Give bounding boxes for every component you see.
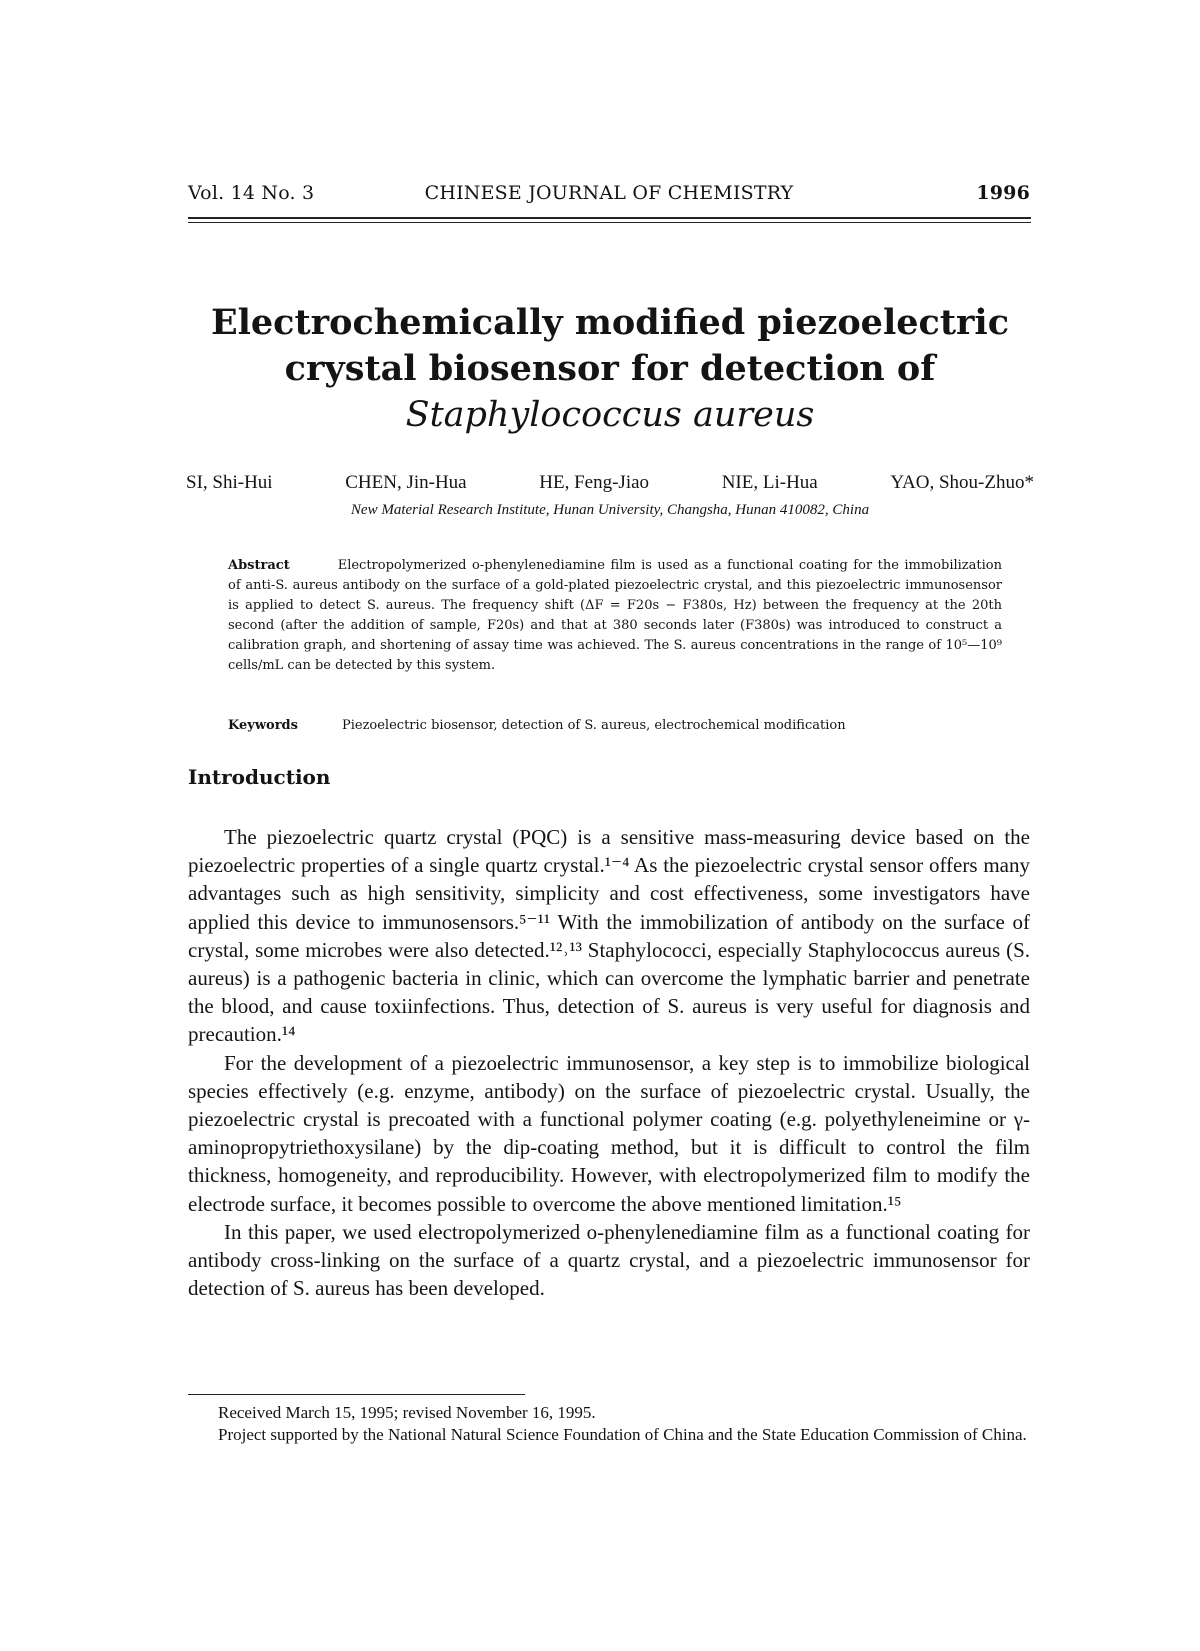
author: CHEN, Jin-Hua: [345, 472, 467, 493]
volume-issue: Vol. 14 No. 3: [188, 182, 315, 204]
section-heading: Introduction: [188, 765, 331, 789]
introduction-body: [188, 823, 1030, 1302]
footnote-received: Received March 15, 1995; revised November 16, 1995.: [218, 1403, 596, 1422]
paper-title: [160, 300, 1060, 438]
affiliation: New Material Research Institute, Hunan University, Changsha, Hunan 410082, China: [350, 502, 870, 518]
footnote-rule: [188, 1394, 525, 1395]
paragraph: For the development of a piezoelectric immunosensor, a key step is to immobilize biological species effectively (e.g. enzyme, antibody) on the surface of piezoelectric crystal. Usually, the piezoelectric crystal is precoated with a functional polymer coating (e.g. polyethyleneimine or γ-aminopropytriethoxysilane) by the dip-coating method, but it is difficult to control the film thickness, homogeneity, and reproducibility. However, with electropolymerized film to modify the electrode surface, it becomes possible to overcome the above mentioned limitation.¹⁵: [188, 1050, 1030, 1216]
paragraph: In this paper, we used electropolymerized o-phenylenediamine film as a functional coating for antibody cross-linking on the surface of a quartz crystal, and a piezoelectric immunosensor for detection of S. aureus has been developed.: [188, 1219, 1030, 1301]
author: SI, Shi-Hui: [186, 472, 273, 493]
abstract-label: Abstract: [228, 558, 290, 573]
footnote-funding: Project supported by the National Natural Science Foundation of China and the State Education Commission of China.: [218, 1425, 1027, 1444]
paragraph: The piezoelectric quartz crystal (PQC) is a sensitive mass-measuring device based on the piezoelectric properties of a single quartz crystal.¹⁻⁴ As the piezoelectric crystal sensor offers many advantages such as high sensitivity, simplicity and cost effectiveness, some investigators have applied this device to immunosensors.⁵⁻¹¹ With the immobilization of antibody on the surface of crystal, some microbes were also detected.¹²˒¹³ Staphylococci, especially Staphylococcus aureus (S. aureus) is a pathogenic bacteria in clinic, which can overcome the lymphatic barrier and penetrate the blood, and cause toxiinfections. Thus, detection of S. aureus is very useful for diagnosis and precaution.¹⁴: [188, 825, 1030, 1047]
author: NIE, Li-Hua: [721, 472, 818, 493]
footnotes: [188, 1402, 1030, 1446]
keywords: [228, 718, 1002, 733]
header-rule: [188, 217, 1031, 219]
author-list: [186, 472, 1034, 494]
journal-name: CHINESE JOURNAL OF CHEMISTRY: [424, 182, 794, 204]
author: YAO, Shou-Zhuo*: [890, 472, 1034, 493]
keywords-text: Piezoelectric biosensor, detection of S. aureus, electrochemical modification: [341, 718, 846, 733]
abstract-text: Electropolymerized o-phenylenediamine film is used as a functional coating for the immobilization of anti-S. aureus antibody on the surface of a gold-plated piezoelectric crystal, and this piezoelectric immunosensor is applied to detect S. aureus. The frequency shift (ΔF = F20s − F380s, Hz) between the frequency at the 20th second (after the addition of sample, F20s) and that at 380 seconds later (F380s) was introduced to construct a calibration graph, and shortening of assay time was achieved. The S. aureus concentrations in the range of 10⁵—10⁹ cells/mL can be detected by this system.: [228, 558, 1002, 673]
running-header: [188, 180, 1030, 212]
title-line-2: crystal biosensor for detection of: [284, 348, 936, 389]
author: HE, Feng-Jiao: [539, 472, 650, 493]
keywords-label: Keywords: [228, 718, 298, 733]
publication-year: 1996: [976, 182, 1030, 204]
title-line-3: Staphylococcus aureus: [405, 395, 815, 435]
title-line-1: Electrochemically modified piezoelectric: [210, 302, 1010, 343]
header-rule-thin: [188, 222, 1031, 223]
abstract: [228, 556, 1002, 676]
